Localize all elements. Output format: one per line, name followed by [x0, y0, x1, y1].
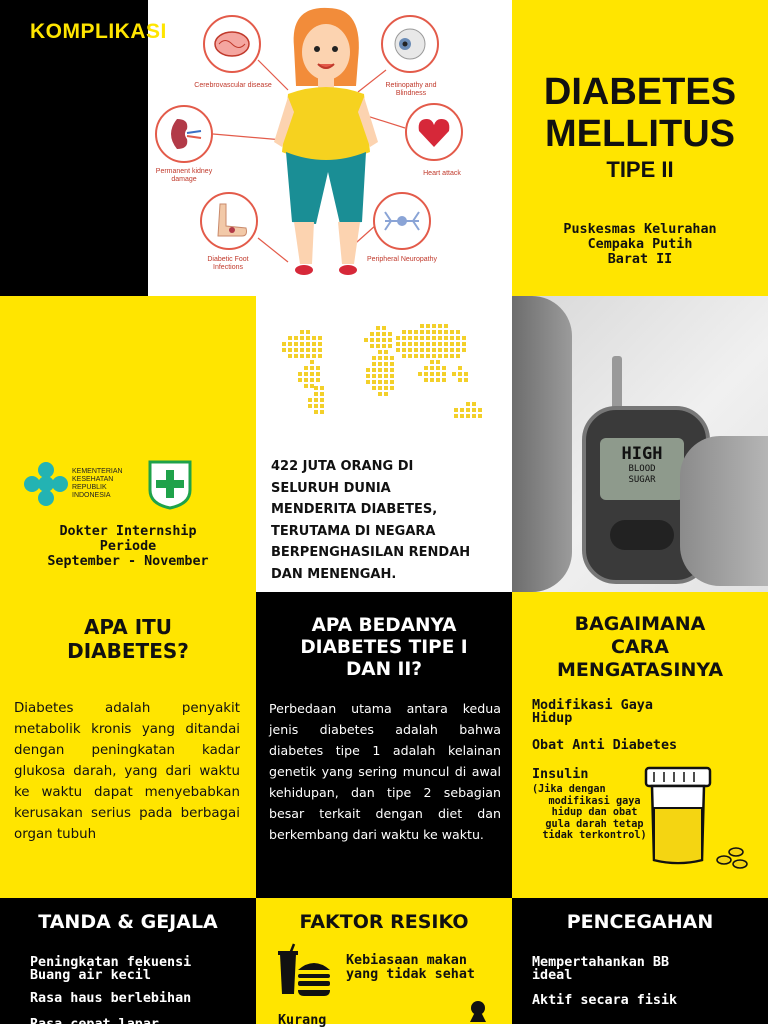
insulin-note-line-5: tidak terkontrol) [542, 830, 647, 842]
org-line-1: Puskesmas Kelurahan [563, 222, 717, 237]
kemenkes-line-4: INDONESIA [72, 492, 111, 499]
stats-text [271, 456, 511, 585]
world-map-icon [268, 312, 496, 442]
label-heart: Heart attack [423, 170, 461, 177]
faktor-heading: FAKTOR RESIKO [299, 911, 469, 933]
label-kidney: Permanent kidney damage [155, 168, 213, 183]
bedanya-heading-2: DIABETES TIPE I [300, 637, 468, 658]
insulin-note [532, 784, 657, 842]
bedanya-heading-1: APA BEDANYA [311, 615, 457, 636]
meter-line-3: SUGAR [628, 475, 656, 485]
heart-icon [407, 105, 461, 159]
pencegahan-item-2: Aktif secara fisik [532, 993, 678, 1008]
running-person-icon [464, 998, 492, 1022]
faktor-item-2: Kurang [278, 1013, 327, 1028]
hand-right-shape [680, 436, 768, 586]
glucose-meter-photo [512, 296, 768, 592]
label-neuropathy: Peripheral Neuropathy [366, 256, 438, 263]
bedanya-heading-3: DAN II? [345, 659, 423, 680]
tanda-item-2: Buang air kecil [30, 968, 151, 983]
title-line-2: MELLITUS [545, 113, 735, 155]
stats-line-2: SELURUH DUNIA [271, 480, 391, 496]
kemenkes-line-3: REPUBLIK [72, 484, 107, 491]
mengatasi-heading-3: MENGATASINYA [556, 659, 724, 681]
tanda-heading: TANDA & GEJALA [38, 911, 218, 933]
eye-icon [383, 17, 437, 71]
komplikasi-heading: KOMPLIKASI [30, 20, 167, 43]
mengatasi-heading-1: BAGAIMANA [574, 613, 706, 635]
stats-panel [256, 296, 512, 592]
mengatasi-item-3: Insulin [532, 767, 589, 782]
org-line-2: Cempaka Putih [587, 237, 693, 252]
label-cerebrovascular: Cerebrovascular disease [194, 82, 272, 89]
mengatasi-heading-2: CARA [611, 636, 669, 658]
mengatasi-panel [512, 592, 768, 898]
tanda-item-1: Peningkatan fekuensi [30, 955, 192, 970]
mengatasi-item-1-line-1: Modifikasi Gaya [532, 698, 653, 713]
kemenkes-logo-icon [22, 460, 70, 508]
stats-line-1: 422 JUTA ORANG DI [271, 459, 414, 474]
title-line-3: TIPE II [606, 157, 674, 182]
meter-screen [600, 438, 684, 500]
foot-circle [200, 192, 258, 250]
meter-line-2: BLOOD [628, 464, 656, 474]
tanda-item-3: Rasa haus berlebihan [30, 991, 192, 1006]
logo-panel [0, 296, 256, 592]
foot-icon [202, 194, 256, 248]
label-foot: Diabetic Foot Infections [207, 256, 249, 271]
tanda-panel [0, 898, 256, 1032]
stats-line-6: DAN MENENGAH. [271, 566, 397, 582]
kemenkes-line-2: KESEHATAN [72, 476, 114, 483]
pencegahan-panel [512, 898, 768, 1024]
bedanya-panel [256, 592, 512, 898]
internship-line-2: Periode [99, 539, 157, 554]
faktor-item-1-line-2: yang tidak sehat [346, 967, 475, 982]
mengatasi-item-2: Obat Anti Diabetes [532, 738, 678, 753]
faktor-item-1-line-1: Kebiasaan makan [346, 953, 467, 968]
insulin-note-line-2: modifikasi gaya [548, 795, 641, 807]
kemenkes-text [72, 468, 123, 500]
kidney-circle [155, 105, 213, 163]
eye-circle [381, 15, 439, 73]
heart-circle [405, 103, 463, 161]
title-panel [512, 0, 768, 296]
bedanya-body: Perbedaan utama antara kedua jenis diabetes adalah bahwa diabetes tipe 1 adalah kelainan genetik yang sering muncul di awal kehidupan, dan tipe 2 sebagian besar terkait dengan diet dan berkembang dari waktu ke waktu. [269, 701, 501, 842]
stats-line-3: MENDERITA DIABETES, [271, 502, 438, 517]
tanda-item-4: Rasa cepat lapar [30, 1017, 159, 1032]
kidney-icon [157, 107, 211, 161]
meter-line-1: HIGH [621, 444, 663, 464]
label-retinopathy: Retinopathy and Blindness [385, 82, 437, 97]
stats-line-5: BERPENGHASILAN RENDAH [271, 545, 471, 560]
woman-figure-icon [266, 2, 386, 292]
fast-food-icon [272, 942, 334, 1000]
hand-shape [512, 296, 572, 592]
faktor-panel [256, 898, 512, 1028]
apa-itu-body: Diabetes adalah penyakit metabolik kronis yang ditandai dengan peningkatan kadar glukosa darah, yang dari waktu ke waktu dapat menyebabkan kerusakan serius pada berbagai organ tubuh [14, 701, 240, 842]
pencegahan-item-1-line-1: Mempertahankan BB [532, 955, 670, 970]
insulin-note-line-3: hidup dan obat [551, 807, 638, 819]
stats-line-4: TERUTAMA DI NEGARA [271, 523, 436, 539]
org-line-3: Barat II [607, 252, 673, 267]
internship-line-1: Dokter Internship [59, 524, 197, 539]
apa-itu-heading-2: DIABETES? [67, 639, 189, 663]
meter-button [610, 520, 674, 550]
mengatasi-item-1-line-2: Hidup [532, 711, 573, 726]
pencegahan-heading: PENCEGAHAN [566, 911, 714, 933]
internship-line-3: September - November [47, 554, 209, 569]
kemenkes-line-1: KEMENTERIAN [72, 468, 123, 475]
pencegahan-item-1-line-2: ideal [532, 968, 573, 983]
insulin-note-line-1: (Jika dengan [532, 784, 606, 795]
puskesmas-logo-icon [146, 458, 194, 510]
insulin-note-line-4: gula darah tetap [545, 818, 644, 830]
pill-bottle-icon [640, 764, 750, 874]
title-line-1: DIABETES [543, 71, 737, 113]
apa-itu-panel [0, 592, 256, 898]
apa-itu-heading-1: APA ITU [83, 615, 173, 639]
